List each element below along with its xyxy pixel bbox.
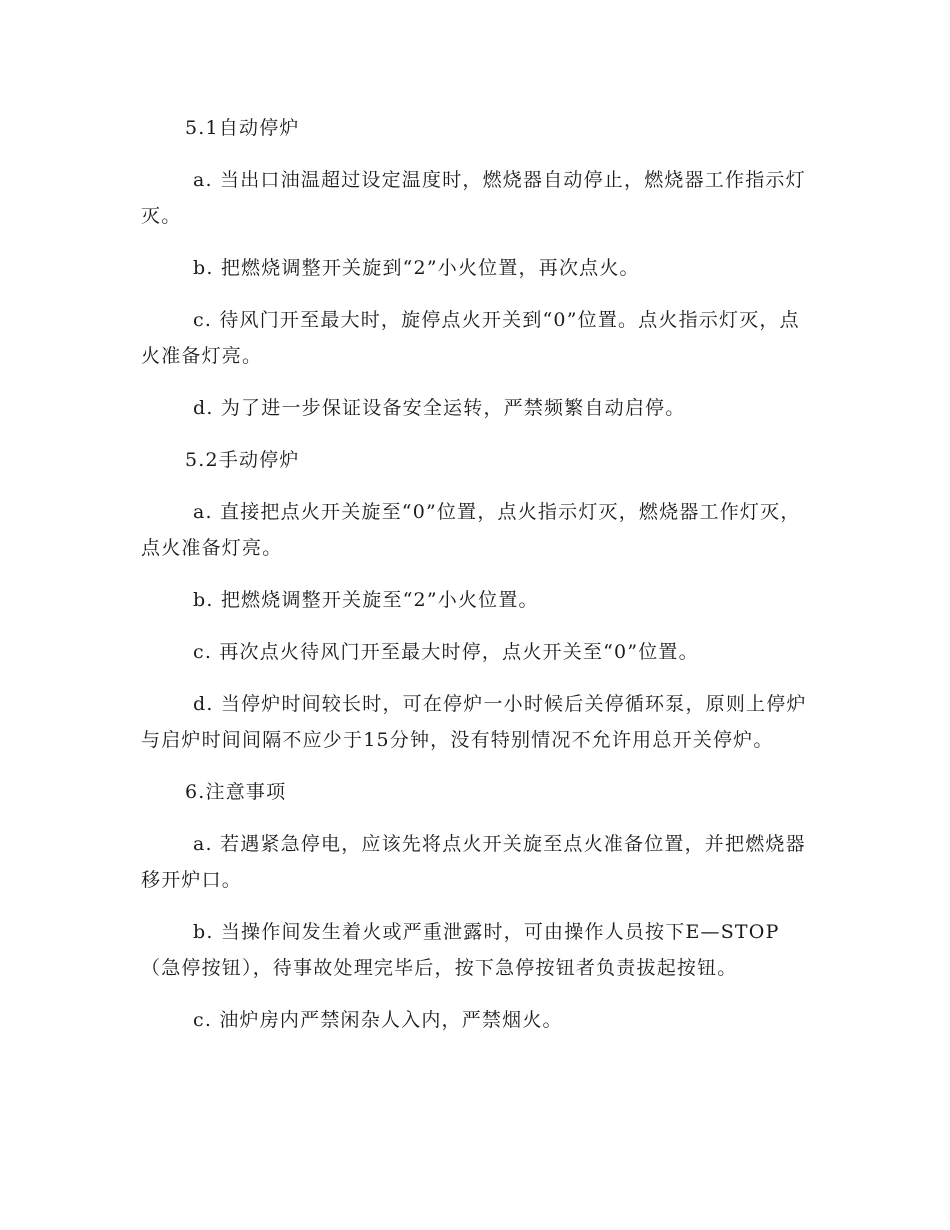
- paragraph-item: c. 再次点火待风门开至最大时停，点火开关至“0”位置。: [193, 641, 699, 663]
- paragraph-item: d. 当停炉时间较长时，可在停炉一小时候后关停循环泵，原则上停炉与启炉时间间隔不应少于15分钟，没有特别情况不允许用总开关停炉。: [141, 693, 807, 751]
- section-heading-5-2: 5.2手动停炉: [185, 449, 300, 471]
- paragraph-item: a. 若遇紧急停电，应该先将点火开关旋至点火准备位置，并把燃烧器移开炉口。: [141, 833, 806, 891]
- paragraph-item: a. 当出口油温超过设定温度时，燃烧器自动停止，燃烧器工作指示灯灭。: [141, 169, 806, 227]
- paragraph-item: b. 当操作间发生着火或严重泄露时，可由操作人员按下E—STOP（急停按钮），待事故处理完毕后，按下急停按钮者负责拔起按钮。: [141, 921, 780, 979]
- paragraph-item: c. 待风门开至最大时，旋停点火开关到“0”位置。点火指示灯灭，点火准备灯亮。: [141, 309, 800, 367]
- section-heading-6: 6.注意事项: [185, 781, 287, 803]
- section-heading-5-1: 5.1自动停炉: [185, 117, 300, 139]
- paragraph-item: d. 为了进一步保证设备安全运转，严禁频繁自动启停。: [193, 397, 686, 419]
- document-body: [141, 110, 807, 1054]
- paragraph-item: b. 把燃烧调整开关旋到“2”小火位置，再次点火。: [193, 257, 640, 279]
- paragraph-item: c. 油炉房内严禁闲杂人入内，严禁烟火。: [193, 1009, 563, 1031]
- paragraph-item: a. 直接把点火开关旋至“0”位置，点火指示灯灭，燃烧器工作灯灭，点火准备灯亮。: [141, 501, 801, 559]
- paragraph-item: b. 把燃烧调整开关旋至“2”小火位置。: [193, 589, 539, 611]
